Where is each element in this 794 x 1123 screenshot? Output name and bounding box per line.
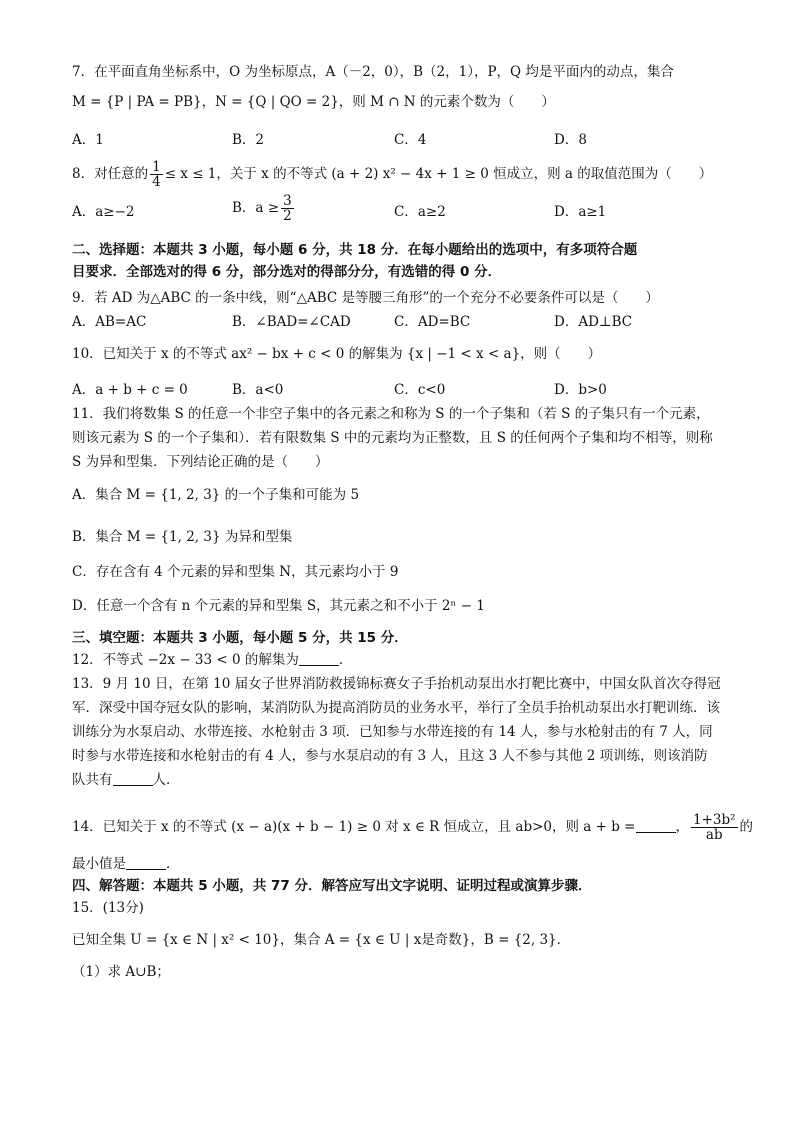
section2-heading-line1: 二、选择题：本题共 3 小题，每小题 6 分，共 18 分．在每小题给出的选项中，有多项符合题 [72,242,638,258]
q14-mid: ， [675,819,689,835]
q12-post: ． [338,652,353,668]
q8-option-b-den: 2 [283,208,292,224]
q11-line2: 则该元素为 S 的一个子集和）．若有限数集 S 中的元素均为正整数，且 S 的任何两个子集和均不相等，则称 [72,430,713,446]
q7-line2: M = {P | PA = PB}，N = {Q | QO = 2}，则 M ∩ N 的元素个数为（ ） [72,94,555,110]
q14-pre: 14．已知关于 x 的不等式 (x − a)(x + b − 1) ≥ 0 对 x ∈ R 恒成立，且 ab>0，则 a + b = [72,819,636,835]
q11-option-a: A．集合 M = {1, 2, 3} 的一个子集和可能为 5 [72,487,360,503]
q11-option-b: B．集合 M = {1, 2, 3} 为异和型集 [72,529,293,545]
q8-stem [72,160,712,189]
q7-option-b: B．2 [232,132,265,148]
section4-heading: 四、解答题：本题共 5 小题，共 77 分．解答应写出文字说明、证明过程或演算步骤． [72,878,592,894]
q8-frac-den: 4 [152,174,161,190]
q8-option-b-pre: B．a ≥ [232,200,280,216]
q11-option-d: D．任意一个含有 n 个元素的异和型集 S，其元素之和不小于 2ⁿ − 1 [72,598,485,614]
q15-header: 15．(13分) [72,900,144,916]
q8-pre: 8．对任意的 [72,166,149,182]
q8-option-d: D．a≥1 [554,204,607,220]
q13-line5-pre: 队共有 [72,772,113,788]
q14-answer-blank-2 [126,855,166,870]
q15-part1: （1）求 A∪B； [72,964,170,980]
q9-option-c: C．AD=BC [394,314,471,330]
q8-fraction [150,160,163,189]
q14-line2 [72,854,180,874]
q8-option-b [232,194,296,223]
q8-frac-num: 1 [152,159,161,175]
q7-option-c: C．4 [394,132,427,148]
q13-line5-post: 人． [152,772,180,788]
q14-frac-den: ab [705,827,723,843]
q9-option-b: B．∠BAD=∠CAD [232,314,351,330]
q14-stem [72,812,753,842]
q13-line5 [72,770,180,790]
q14-frac-num: 1+3b² [693,812,736,828]
q10-stem: 10．已知关于 x 的不等式 ax² − bx + c < 0 的解集为 {x | −1 < x < a}，则（ ） [72,346,602,362]
q10-option-b: B．a<0 [232,382,284,398]
q14-line2-post: ． [166,856,180,872]
q10-option-c: C．c<0 [394,382,446,398]
section3-heading: 三、填空题：本题共 3 小题，每小题 5 分，共 15 分． [72,630,408,646]
q13-line1: 13．9 月 10 日，在第 10 届女子世界消防救援锦标赛女子手抬机动泵出水打靶比赛中，中国女队首次夺得冠 [72,676,721,692]
q11-line1: 11．我们将数集 S 的任意一个非空子集中的各元素之和称为 S 的一个子集和（若 S 的子集只有一个元素， [72,406,710,422]
q8-option-c: C．a≥2 [394,204,446,220]
q8-option-a: A．a≥−2 [72,204,135,220]
q14-answer-blank-1 [636,818,676,833]
q12-pre: 12．不等式 −2x − 33 < 0 的解集为 [72,652,299,668]
q11-line3: S 为异和型集．下列结论正确的是（ ） [72,454,329,470]
q8-post: ≤ x ≤ 1，关于 x 的不等式 (a + 2) x² − 4x + 1 ≥ 0 恒成立，则 a 的取值范围为（ ） [164,166,713,182]
q14-line2-pre: 最小值是 [72,856,126,872]
q8-option-b-fraction [281,194,294,223]
q10-option-d: D．b>0 [554,382,607,398]
q14-fraction [691,813,738,842]
q9-stem: 9．若 AD 为△ABC 的一条中线，则“△ABC 是等腰三角形”的一个充分不必要条件可以是（ ） [72,290,659,306]
q13-line3: 训练分为水泵启动、水带连接、水枪射击 3 项．已知参与水带连接的有 14 人，参与水枪射击的有 7 人，同 [72,724,713,740]
q15-stem: 已知全集 U = {x ∈ N | x² < 10}，集合 A = {x ∈ U | x是奇数}，B = {2, 3}． [72,932,571,948]
q9-option-d: D．AD⊥BC [554,314,633,330]
q13-answer-blank [113,771,153,786]
q7-option-d: D．8 [554,132,587,148]
section2-heading-line2: 目要求．全部选对的得 6 分，部分选对的得部分分，有选错的得 0 分． [72,264,502,280]
q13-line2: 军．深受中国夺冠女队的影响，某消防队为提高消防员的业务水平，举行了全员手抬机动泵出水打靶训练．该 [72,700,720,716]
q7-option-a: A．1 [72,132,104,148]
q10-option-a: A．a + b + c = 0 [72,382,188,398]
q14-post: 的 [739,819,754,835]
q13-line4: 时参与水带连接和水枪射击的有 4 人，参与水泵启动的有 3 人，且这 3 人不参与其他 2 项训练，则该消防 [72,748,708,764]
q8-option-b-num: 3 [283,193,292,209]
q7-line1: 7．在平面直角坐标系中，O 为坐标原点，A（－2，0），B（2，1），P，Q 均是平面内的动点，集合 [72,64,674,80]
q9-option-a: A．AB=AC [72,314,147,330]
q12-stem [72,650,352,670]
q11-option-c: C．存在含有 4 个元素的异和型集 N，其元素均小于 9 [72,564,399,580]
q12-answer-blank [299,651,339,666]
